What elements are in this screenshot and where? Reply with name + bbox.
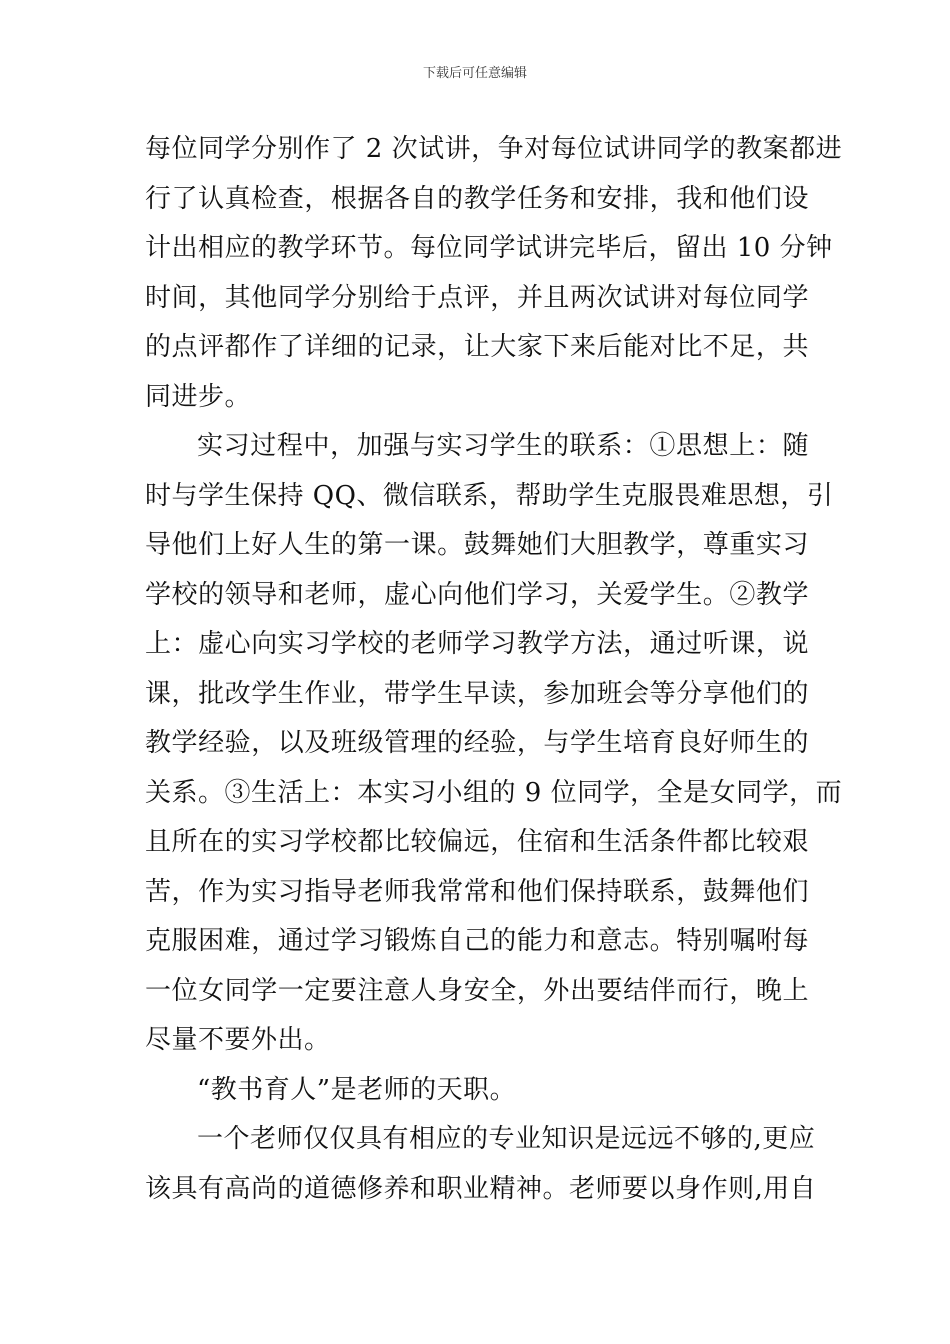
text-line: 行了认真检查，根据各自的教学任务和安排，我和他们设 <box>145 183 809 214</box>
text-line: 的点评都作了详细的记录，让大家下来后能对比不足，共 <box>145 332 809 362</box>
text-line: 关系。③生活上：本实习小组的 9 位同学，全是女同学，而 <box>145 777 843 808</box>
text-line: 该具有高尚的道德修养和职业精神。老师要以身作则,用自 <box>145 1173 817 1204</box>
document-body <box>145 125 843 1214</box>
text-line: 尽量不要外出。 <box>145 1025 331 1055</box>
text-line: 实习过程中，加强与实习学生的联系：①思想上：随 <box>197 431 809 461</box>
text-line: 克服困难，通过学习锻炼自己的能力和意志。特别嘱咐每 <box>145 926 809 956</box>
text-line: 一个老师仅仅具有相应的专业知识是远远不够的,更应 <box>197 1124 816 1154</box>
text-line: 时间，其他同学分别给于点评，并且两次试讲对每位同学 <box>145 282 809 313</box>
text-line: 教学经验，以及班级管理的经验，与学生培育良好师生的 <box>145 728 809 758</box>
text-line: 时与学生保持 QQ、微信联系，帮助学生克服畏难思想，引 <box>145 480 834 511</box>
text-line: 且所在的实习学校都比较偏远，住宿和生活条件都比较艰 <box>145 827 809 857</box>
text-line: 每位同学分别作了 2 次试讲，争对每位试讲同学的教案都进 <box>145 134 843 164</box>
text-line: 苦，作为实习指导老师我常常和他们保持联系，鼓舞他们 <box>145 876 809 907</box>
text-line: 计出相应的教学环节。每位同学试讲完毕后，留出 10 分钟 <box>145 233 833 263</box>
text-line: 学校的领导和老师，虚心向他们学习，关爱学生。②教学 <box>145 579 809 610</box>
text-line: 同进步。 <box>145 381 252 412</box>
text-line: 一位女同学一定要注意人身安全，外出要结伴而行，晚上 <box>145 975 809 1006</box>
text-line: 课，批改学生作业，带学生早读，参加班会等分享他们的 <box>145 678 809 709</box>
text-line: 导他们上好人生的第一课。鼓舞她们大胆教学，尊重实习 <box>145 530 809 560</box>
page-header: 下载后可任意编辑 <box>422 66 527 81</box>
text-line: “教书育人”是老师的天职。 <box>197 1074 517 1105</box>
text-line: 上：虚心向实习学校的老师学习教学方法，通过听课，说 <box>145 629 809 659</box>
